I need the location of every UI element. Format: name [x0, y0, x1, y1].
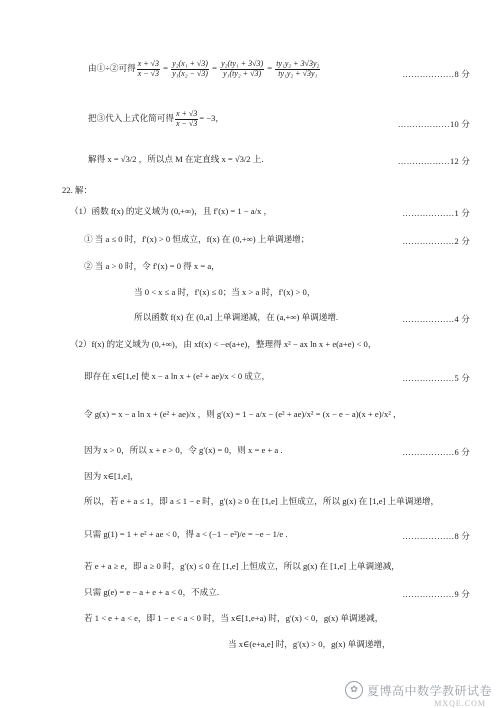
line-case-b: 若 e + a ≥ e，即 a ≥ 0 时，g′(x) ≤ 0 在 [1,e] 上恒成立，所以 g(x) 在 [1,e] 上单调递减， — [84, 561, 400, 571]
score: ………………5 分 — [402, 374, 470, 383]
score: ………………12 分 — [397, 157, 470, 166]
score: ………………6 分 — [402, 448, 470, 457]
text: = −3， — [199, 113, 225, 124]
line-critical: 因为 x > 0，所以 x + e > 0，令 g′(x) = 0，则 x = e + a . — [84, 445, 283, 455]
fraction: $\frac{x + √3}{x - √3}$ — [137, 59, 160, 78]
line-conclusion: 所以函数 f(x) 在 (0,a] 上单调递减，在 (a,+∞) 单调递增. — [134, 312, 339, 322]
fraction: $\frac{\text{y₂(x₁ + √3)}}{\text{y₁(x₂ − √3)}}$ — [172, 59, 208, 78]
text: 由①÷②可得 — [88, 63, 136, 74]
score: ………………8 分 — [402, 532, 470, 541]
line-ratio: 由①÷②可得 $\frac{x + √3}{x - √3}$ = $\frac{\text{y₂(x₁ + √3)}}{\text{y₁(x₂ − √3)}}$ = $\frac{\text{y₂(ty₁ + 3√3)}}{\text{y₁(ty₂ + √3)}}$ = $\frac{\text{ty₁y₂ + 3√3y₂}}{\text{ty₁y₂ + √3y₁}}$ — [88, 59, 320, 78]
wechat-icon: ✿ — [345, 681, 363, 699]
line-case2-detail: 当 0 < x ≤ a 时，f′(x) ≤ 0；当 x > a 时，f′(x) > 0， — [134, 287, 316, 297]
score: ………………8 分 — [402, 70, 470, 79]
line-solve: 解得 x = √3/2 ，所以点 M 在定直线 x = √3/2 上. — [88, 154, 264, 164]
line-case-a: 所以，若 e + a ≤ 1，即 a ≤ 1 − e 时，g′(x) ≥ 0 在 [1,e] 上恒成立，所以 g(x) 在 [1,e] 上单调递增， — [84, 496, 440, 506]
line-case2: ② 当 a > 0 时，令 f′(x) = 0 得 x = a， — [84, 261, 220, 271]
score: ………………2 分 — [402, 237, 470, 246]
score: ………………9 分 — [402, 590, 470, 599]
line-ge: 只需 g(e) = e − a + e + a < 0，不成立. — [84, 587, 219, 597]
watermark-sub: MXQE.COM — [434, 699, 486, 708]
question-number: 22. 解： — [62, 185, 93, 195]
line-interval: 因为 x∈[1,e]， — [84, 471, 139, 481]
score: ………………1 分 — [402, 209, 470, 218]
line-g1: 只需 g(1) = 1 + e² + ae < 0，得 a < (−1 − e²)/e = −e − 1/e . — [84, 529, 288, 539]
score: ………………4 分 — [402, 315, 470, 324]
line-case1: ① 当 a ≤ 0 时，f′(x) > 0 恒成立，f(x) 在 (0,+∞) 上单调递增； — [84, 234, 310, 244]
line-exist: 即存在 x∈[1,e] 使 x − a ln x + (e² + ae)/x < 0 成立， — [84, 371, 271, 381]
line-substitute — [88, 110, 224, 129]
fraction: $\frac{\text{ty₁y₂ + 3√3y₂}}{\text{ty₁y₂ + √3y₁}}$ — [276, 59, 320, 78]
line-case-c: 若 1 < e + a < e，即 1 − e < a < 0 时，当 x∈[1,e+a) 时，g′(x) < 0，g(x) 单调递减， — [84, 613, 384, 623]
watermark — [345, 681, 492, 699]
text: 把③代入上式化简可得 — [88, 113, 174, 124]
line-case-c2: 当 x∈(e+a,e] 时，g′(x) > 0，g(x) 单调递增， — [228, 639, 391, 649]
fraction: $\frac{\text{y₂(ty₁ + 3√3)}}{\text{y₁(ty₂ + √3)}}$ — [221, 59, 264, 78]
line-domain: （1）函数 f(x) 的定义域为 (0,+∞)，且 f′(x) = 1 − a/x ， — [70, 206, 273, 216]
score: ………………10 分 — [397, 120, 470, 129]
line-part2: （2）f(x) 的定义域为 (0,+∞)，由 xf(x) < −e(a+e)，整理得 x² − ax ln x + e(a+e) < 0， — [70, 339, 377, 349]
fraction: $\frac{x + √3}{x - √3}$ — [175, 109, 198, 128]
line-define-g: 令 g(x) = x − a ln x + (e² + ae)/x ，则 g′(x) = 1 − a/x − (e² + ae)/x² = (x − e − a)(x + e)/x² ， — [84, 409, 402, 419]
watermark-text: 夏博高中数学教研试卷 — [366, 683, 492, 698]
